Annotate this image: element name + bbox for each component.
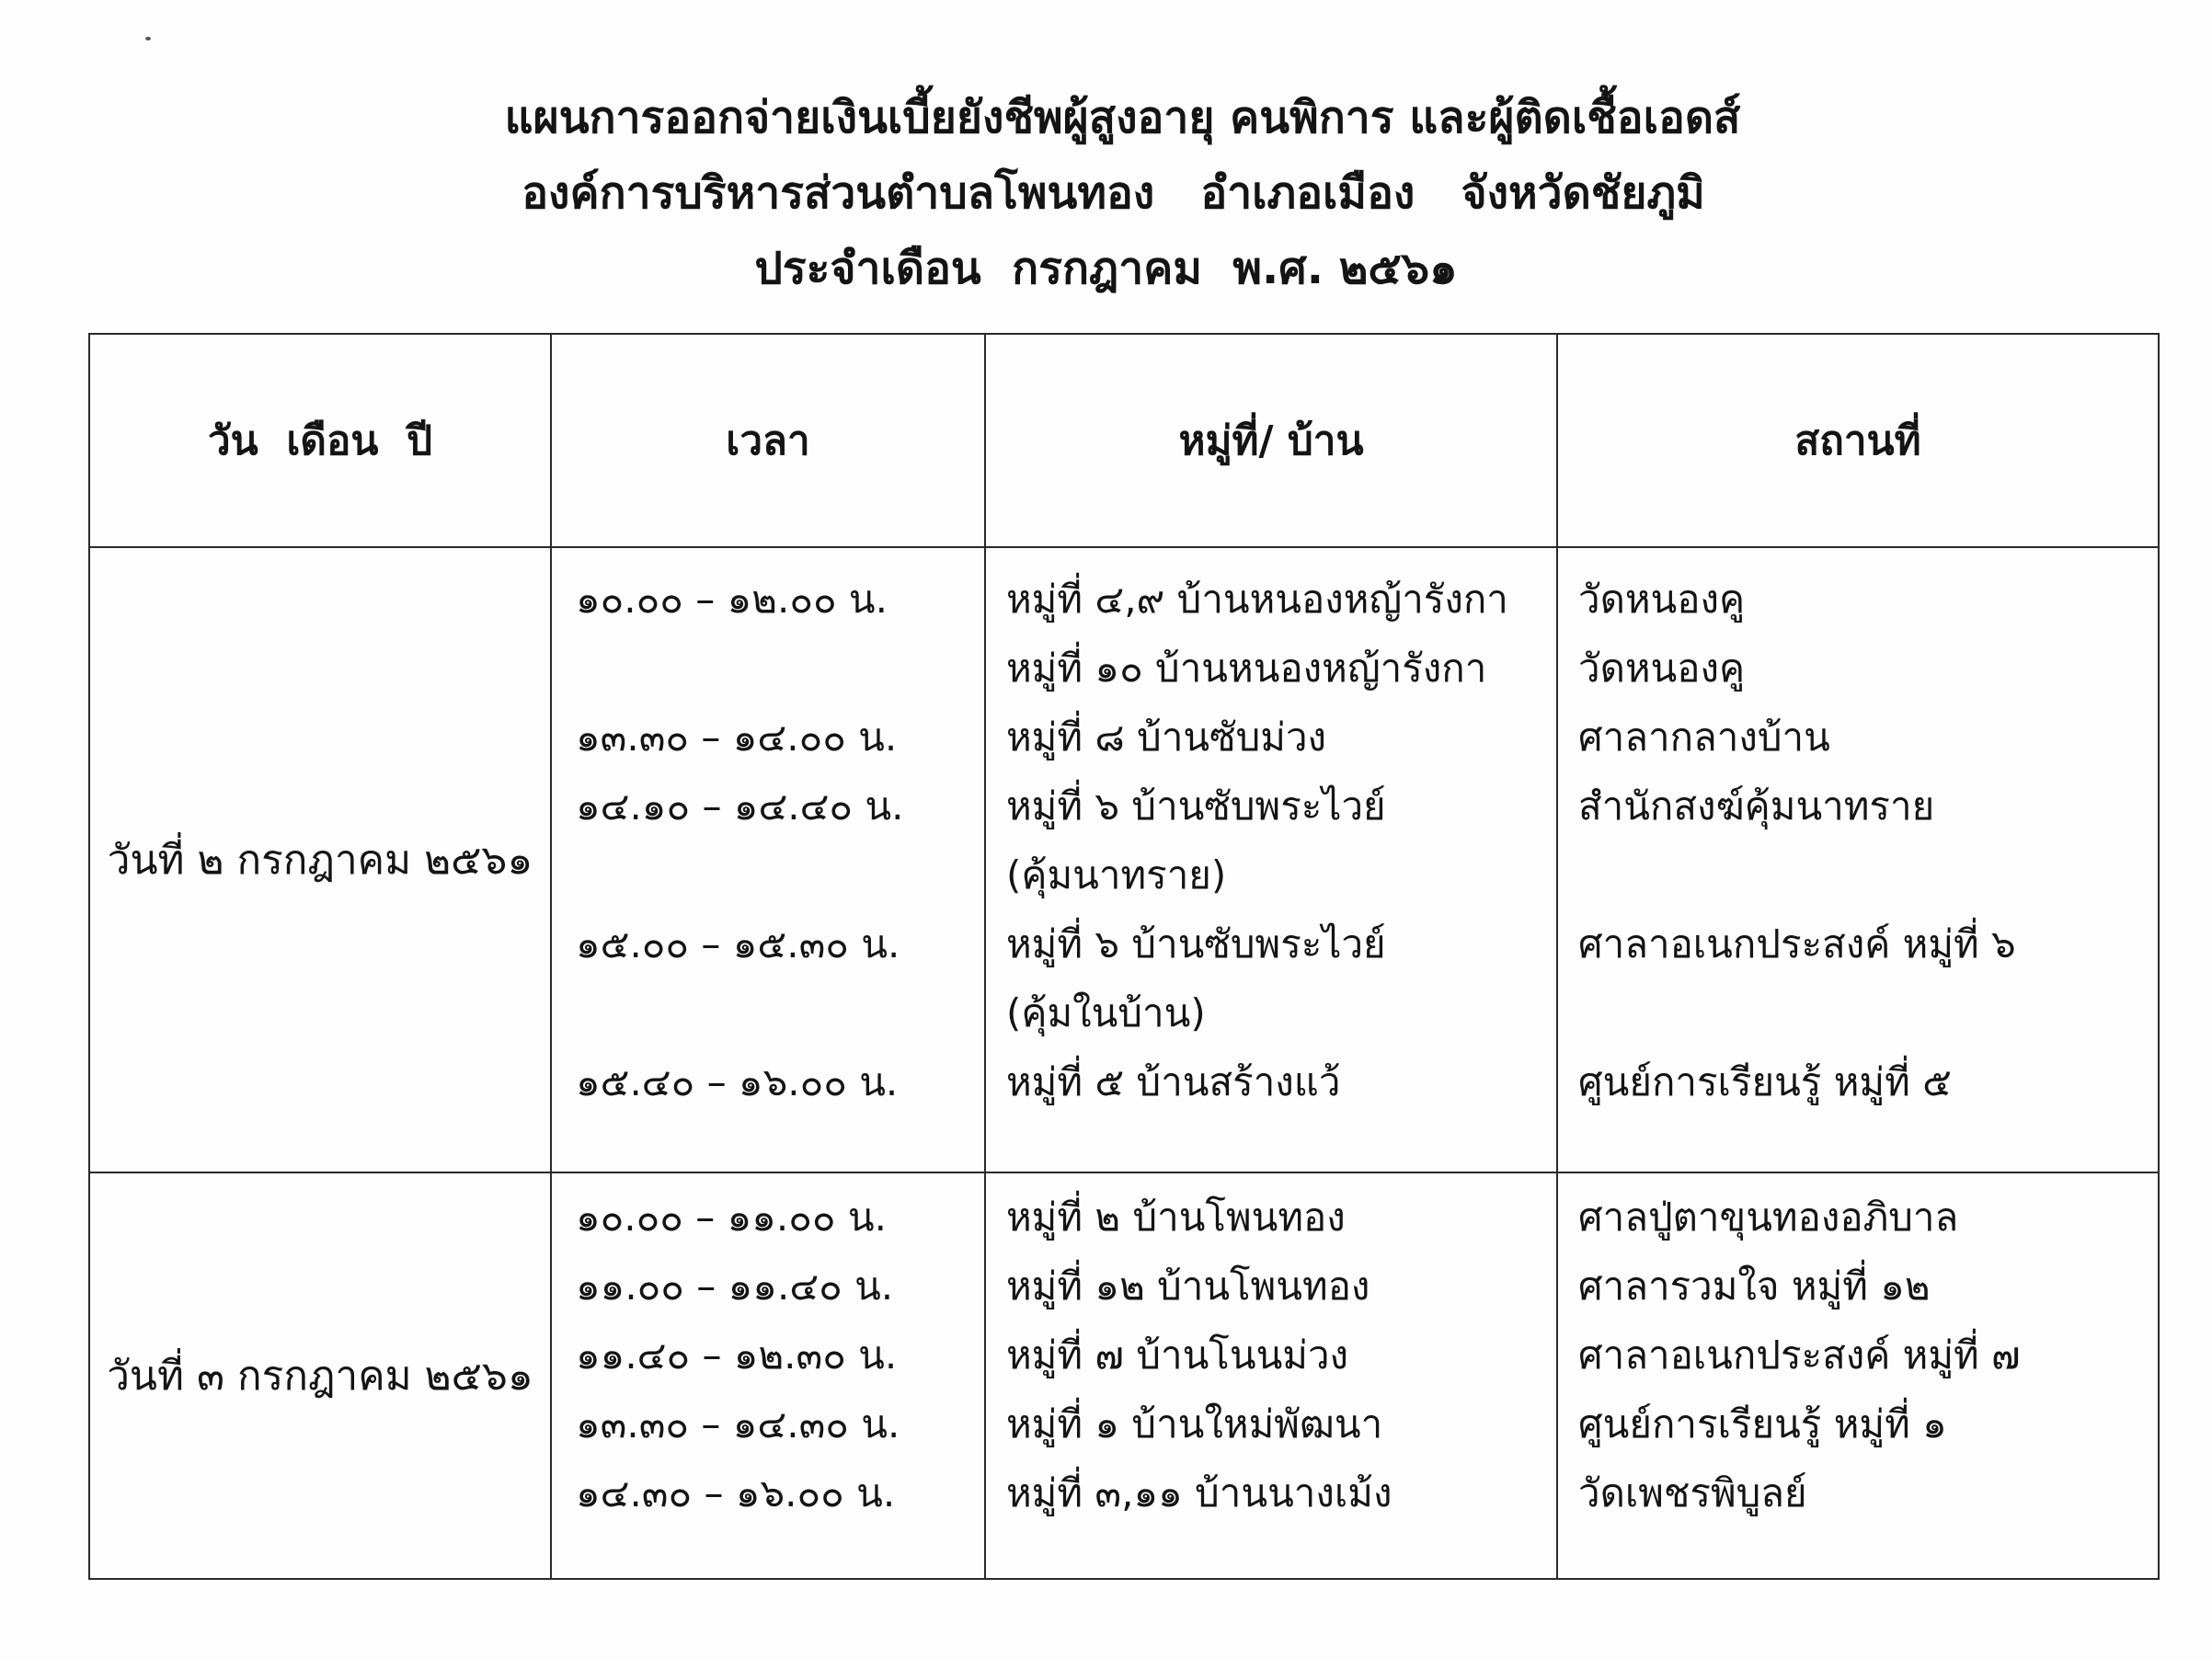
village-entry: หมู่ที่ ๑๐ บ้านหนองหญ้ารังกา (1006, 646, 1487, 691)
village-entry: หมู่ที่ ๓,๑๑ บ้านนางเม้ง (1006, 1470, 1393, 1515)
village-entry: หมู่ที่ ๔,๙ บ้านหนองหญ้ารังกา (1006, 577, 1508, 622)
time-entry: ๑๓.๓๐ – ๑๔.๐๐ น. (576, 715, 898, 760)
place-entry (1558, 978, 2158, 1047)
place-entry: วัดเพชรพิบูลย์ (1578, 1470, 1807, 1515)
village-entry: หมู่ที่ ๒ บ้านโพนทอง (1006, 1195, 1346, 1240)
organization-line: องค์การบริหารส่วนตำบลโพนทอง อำเภอเมือง จังหวัดชัยภูมิ (521, 167, 1705, 219)
place-cell (1557, 547, 2159, 1172)
village-entry: (คุ้มนาทราย) (1006, 852, 1227, 898)
time-entry (552, 634, 984, 703)
village-entry: หมู่ที่ ๕ บ้านสร้างแว้ (1006, 1059, 1341, 1104)
place-entry: ศาลาอเนกประสงค์ หมู่ที่ ๗ (1578, 1332, 2021, 1378)
place-entry: วัดหนองคู (1578, 646, 1746, 691)
time-entry: ๑๐.๐๐ – ๑๑.๐๐ น. (576, 1195, 887, 1240)
time-entry: ๑๕.๔๐ – ๑๖.๐๐ น. (576, 1059, 899, 1104)
column-header-village: หมู่ที่/ บ้าน (985, 334, 1557, 547)
time-cell (551, 1172, 985, 1579)
place-entry (1558, 840, 2158, 909)
place-entry: สำนักสงฆ์คุ้มนาทราย (1578, 783, 1935, 829)
date-cell: วันที่ ๓ กรกฎาคม ๒๕๖๑ (89, 1172, 551, 1579)
scan-speck (145, 37, 151, 40)
village-entry: หมู่ที่ ๖ บ้านซับพระไวย์ (1006, 783, 1386, 829)
place-entry: ศาลากลางบ้าน (1578, 715, 1830, 760)
village-entry: หมู่ที่ ๘ บ้านซับม่วง (1006, 715, 1327, 760)
time-entry: ๑๓.๓๐ – ๑๔.๓๐ น. (576, 1401, 900, 1446)
table-row (89, 547, 2159, 1172)
village-entry: หมู่ที่ ๖ บ้านซับพระไวย์ (1006, 921, 1386, 966)
village-entry: หมู่ที่ ๑ บ้านใหม่พัฒนา (1006, 1401, 1383, 1446)
date-cell: วันที่ ๒ กรกฎาคม ๒๕๖๑ (89, 547, 551, 1172)
place-cell (1557, 1172, 2159, 1579)
column-header-place: สถานที่ (1557, 334, 2159, 547)
place-entry: ศาลารวมใจ หมู่ที่ ๑๒ (1578, 1264, 1931, 1309)
time-entry (552, 978, 984, 1047)
place-entry: ศูนย์การเรียนรู้ หมู่ที่ ๕ (1578, 1059, 1952, 1104)
village-entry: หมู่ที่ ๗ บ้านโนนม่วง (1006, 1332, 1349, 1378)
village-entry: (คุ้มในบ้าน) (1006, 990, 1206, 1035)
table-row (89, 1172, 2159, 1579)
village-cell (985, 547, 1557, 1172)
time-entry: ๑๔.๓๐ – ๑๖.๐๐ น. (576, 1470, 896, 1515)
time-entry (552, 840, 984, 909)
column-header-date: วัน เดือน ปี (89, 334, 551, 547)
time-entry: ๑๑.๔๐ – ๑๒.๓๐ น. (576, 1332, 898, 1378)
schedule-table (88, 333, 2160, 1580)
village-cell (985, 1172, 1557, 1579)
document-title: แผนการออกจ่ายเงินเบี้ยยังชีพผู้สูงอายุ คนพิการ และผู้ติดเชื้อเอดส์ (504, 92, 1741, 143)
time-entry: ๑๕.๐๐ – ๑๕.๓๐ น. (576, 921, 900, 966)
place-entry: วัดหนองคู (1578, 577, 1746, 622)
month-line: ประจำเดือน กรกฎาคม พ.ศ. ๒๕๖๑ (754, 243, 1458, 294)
village-entry: หมู่ที่ ๑๒ บ้านโพนทอง (1006, 1264, 1370, 1309)
place-entry: ศาลาอเนกประสงค์ หมู่ที่ ๖ (1578, 921, 2016, 966)
place-entry: ศูนย์การเรียนรู้ หมู่ที่ ๑ (1578, 1401, 1947, 1446)
time-entry: ๑๑.๐๐ – ๑๑.๔๐ น. (576, 1264, 894, 1309)
time-entry: ๑๐.๐๐ – ๑๒.๐๐ น. (576, 577, 888, 622)
place-entry: ศาลปู่ตาขุนทองอภิบาล (1578, 1195, 1959, 1240)
column-header-time: เวลา (551, 334, 985, 547)
table-header-row (89, 334, 2159, 547)
time-entry: ๑๔.๑๐ – ๑๔.๔๐ น. (576, 783, 904, 829)
time-cell (551, 547, 985, 1172)
